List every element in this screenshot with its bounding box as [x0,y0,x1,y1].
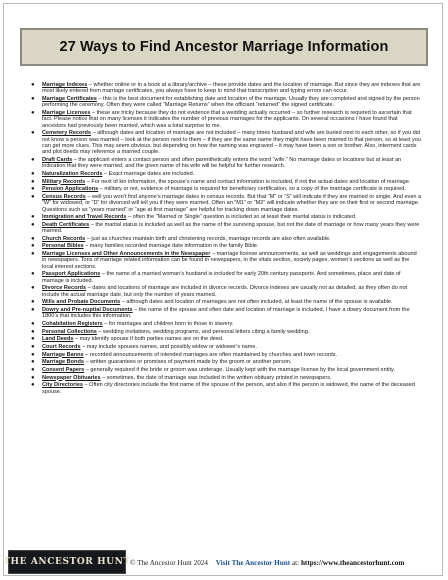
item-term: Pension Applications [42,186,99,193]
item-description: – just as churches maintain birth and christening records, marriage records are also often available. [85,235,331,242]
item-description: – the name of the spouse and often date and location of marriage is included. I have a dowry document from the 1800’s that includes this information. [42,307,410,320]
bullet-icon: ● [31,130,35,137]
item-term: Census Records [42,193,86,200]
list-item [28,321,422,327]
item-term: Death Certificates [42,221,90,228]
item-term: Consent Papers [42,366,85,373]
item-term: Naturalization Records [42,170,103,177]
item-description: – for marriages and children born to those in slavery. [102,321,234,328]
bullet-icon: ● [31,382,35,389]
item-term: Court Records [42,343,81,350]
item-term: Cemetery Records [42,130,92,137]
item-description: – well you won’t find anyone’s marriage dates in census records. But that “M” or “S” will indicate if they are married or single. And even a “W” for widowed, or “D” for divorced will tell you if they were married. Often an “M1” or “M2” will indicate whether they are on their first or second marriage. Questions such as “years married” or “age at first marriage” are helpful for tracking down marriage dates. [42,193,422,213]
item-term: Wills and Probate Documents [42,299,121,306]
item-description: – Often city directories include the first name of the spouse of the person, and also if the person is widowed, the name of the deceased spouse. [42,382,415,395]
item-term: Marriage Licenses [42,109,91,116]
list-item [28,110,422,129]
item-description: – Exact marriage dates are included. [102,170,195,177]
list-item [28,179,422,185]
visit-cta: Visit The Ancestor Hunt [215,559,291,567]
list-item [28,214,422,220]
bullet-icon: ● [31,235,35,242]
list-item [28,375,422,381]
bullet-icon: ● [31,299,35,306]
bullet-icon: ● [31,336,35,343]
list-item [28,336,422,342]
item-description: – although dates and location of marriage are not included – many times husband and wife are buried next to each other, so if you did not know a person was married – look at the person next to them – if they are the same name they might have been married to that person, so at least you can get more clues. This may seem obvious, but depending on how the naming was engraved – it may have been a son or brother. Also, interment cards and plot deeds may reference a married couple. [42,130,421,156]
bullet-icon: ● [31,374,35,381]
item-description: – many families recorded marriage date information in the family Bible. [83,243,259,250]
list-item [28,82,422,95]
list-item [28,299,422,305]
list-item [28,382,422,395]
list-item [28,352,422,358]
item-description: – may include spouses names, and possibly widow or widower’s name. [80,343,257,350]
item-description: – military or not, evidence of marriage is required for beneficiary certification, so a copy of the marriage certificate is required. [98,186,406,193]
bullet-icon: ● [31,271,35,278]
item-term: Marriage Certificates [42,95,97,102]
item-term: Immigration and Travel Records [42,214,127,221]
bullet-icon: ● [31,109,35,116]
bullet-icon: ● [31,186,35,193]
item-description: – wedding invitations, wedding programs, and personal letters citing a family wedding. [96,328,310,335]
footer-at: at: [290,559,301,567]
bullet-icon: ● [31,307,35,314]
bullet-icon: ● [31,343,35,350]
bullet-icon: ● [31,351,35,358]
list-item [28,251,422,270]
list-item [28,96,422,109]
list-item [28,285,422,298]
bullet-icon: ● [31,193,35,200]
item-term: Draft Cards [42,156,73,163]
bullet-icon: ● [31,285,35,292]
website-link[interactable]: https://www.theancestorhunt.com [300,559,405,567]
bullet-icon: ● [31,366,35,373]
copyright-text: © The Ancestor Hunt 2024 [130,559,208,567]
bullet-icon: ● [31,170,35,177]
list-item [28,271,422,284]
list-item [28,329,422,335]
item-description: – written guarantees or promises of payment made by the groom or another person. [83,359,292,366]
item-description: – whether online or in a book at a library/archive – these provide dates and the location of marriage. But since they are indexes that are most likely entered from marriage certificates, you always have to keep in mind that transcription and typing errors can occur. [42,82,421,95]
list-item [28,222,422,235]
bullet-icon: ● [31,251,35,258]
list-item [28,243,422,249]
item-term: Land Deeds [42,336,74,343]
bullet-icon: ● [31,82,35,88]
list-item [28,359,422,365]
item-term: Passport Applications [42,271,101,278]
item-description: – sometimes, the date of marriage was included in the written obituary printed in newspapers. [100,374,332,381]
bullet-icon: ● [31,328,35,335]
footer-text [130,556,442,570]
item-term: Newspaper Obituaries [42,374,101,381]
item-description: – For next of kin information, the spouse’s name and contact information is included, if not the actual dates and location of marriage. [85,178,411,185]
item-term: Divorce Records [42,285,87,292]
item-description: – often the “Married or Single” question is included so at least their marital status is indicated. [126,214,357,221]
item-description: – dates and locations of marriage are included in divorce records. Divorce indexes are usually not as detailed, as they often do not include the actual marriage date, but only the number of years married. [42,285,408,298]
item-description: – the marital status is included as well as the name of the surviving spouse, but not the date of marriage or how many years they were married. [42,221,420,235]
item-term: Marriage Indexes [42,82,88,88]
item-term: Cohabitation Registers [42,321,103,328]
list-item [28,307,422,320]
item-term: Church Records [42,235,86,242]
bullet-icon: ● [31,156,35,163]
logo-text: THE ANCESTOR HUNT [3,557,131,567]
item-term: Personal Bibles [42,243,84,250]
title-banner [20,28,428,66]
item-description: – this is the best document for establishing date and location of the marriage. Usually they are completed and signed by the person performing the ceremony. Often they were called “Marriage Returns” when the officiant “returned” the signed certificate. [42,95,420,109]
item-description: – marriage license announcements, as well as weddings and engagements abound in newspapers. Tons of marriage related information can be found in newspapers, in the vitals section, society pages, women’s sections as well as the local interest sections. [42,251,417,270]
item-term: Marriage Bonds [42,359,84,366]
item-description: – generally required if the bride or groom was underage. Usually kept with the marriage license by the local government entity. [84,366,395,373]
bullet-icon: ● [31,95,35,102]
ways-list [28,82,422,546]
item-term: Personal Collections [42,328,97,335]
bullet-icon: ● [31,243,35,250]
item-term: City Directories [42,382,84,389]
list-item [28,186,422,192]
list-item [28,130,422,155]
bullet-icon: ● [31,178,35,185]
list-item [28,157,422,170]
item-term: Military Records [42,178,86,185]
list-item [28,367,422,373]
bullet-icon: ● [31,359,35,366]
list-item [28,344,422,350]
bullet-icon: ● [31,321,35,328]
item-term: Dowry and Pre-nuptial Documents [42,307,133,314]
page-title: 27 Ways to Find Ancestor Marriage Information [59,39,389,55]
item-term: Marriage Banns [42,351,84,358]
ancestor-hunt-logo [3,550,131,574]
item-term: Marriage Licenses and Other Announcements in the Newspaper [42,251,211,258]
list-item [28,236,422,242]
bullet-icon: ● [31,214,35,221]
item-description: – these are tricky because they do not evidence that a wedding actually occurred – so further research is required to ascertain that fact. Please notice that on many licenses it indicates the number of previous marriages for the applicants. On several occasions I have found that ancestors had previously been married, which was a total surprise to me. [42,109,412,129]
item-description: – although dates and location of marriages are not often included, at least the name of the spouse is available. [120,299,393,306]
item-description: – the name of a married woman’s husband is included for early 20th century passports. And sometimes, place and date of marriage is included. [42,271,401,284]
item-description: – the applicant enters a contact person and often parenthetically enters the word “wife.” No marriage dates or locations but at least an indication that they were married, and the given name of his wife will be helpful for further research. [42,156,402,170]
bullet-icon: ● [31,221,35,228]
list-item [28,194,422,213]
list-item [28,171,422,177]
item-description: – recorded announcements of intended marriages are often maintained by churches and town records. [83,351,338,358]
item-description: – may identify spouse if both parties names are on the deed. [73,336,224,343]
